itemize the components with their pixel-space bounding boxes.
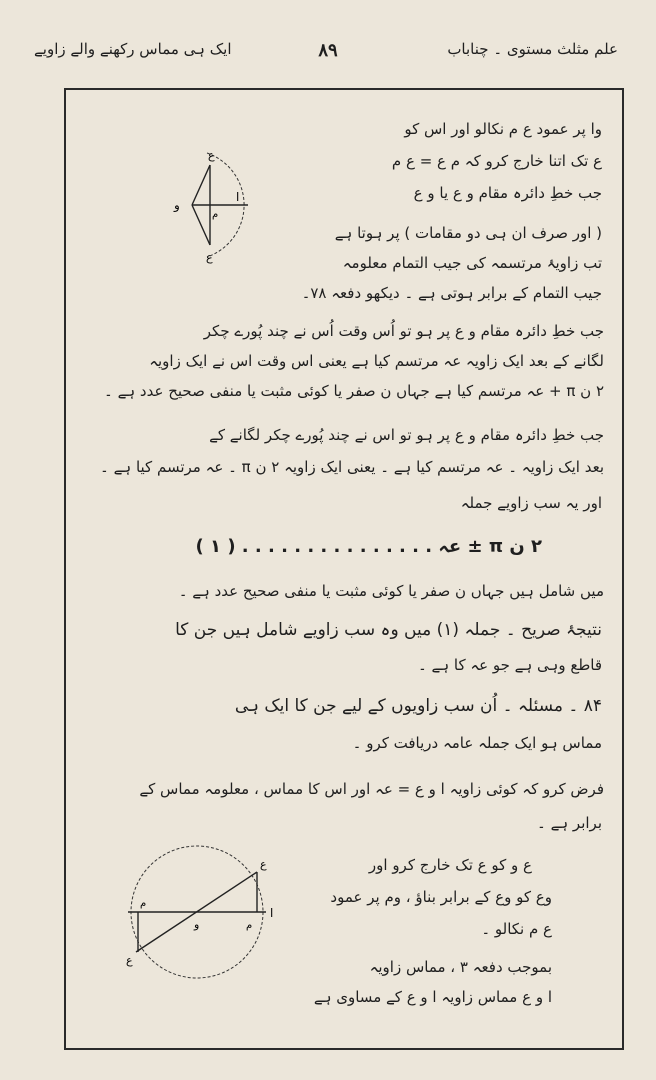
line-ow2 [192, 205, 210, 245]
body-line-25: ا و ع مماس زاویہ ا و ع کے مساوی ہے [313, 988, 552, 1006]
label-e-right: ع [260, 858, 267, 871]
body-line-21: ع و کو ع تک خارج کرو اور [368, 856, 532, 874]
body-line-19: فرض کرو کہ کوئی زاویہ ا و ع = عہ اور اس کا مماس ، معلومہ مماس کے [139, 780, 604, 798]
body-line-14: میں شامل ہیں جہاں ن صفر یا کوئی مثبت یا منفی صحیح عدد ہے ۔ [178, 582, 604, 600]
page-number: ۸۹ [318, 40, 338, 61]
body-line-24: بموجب دفعہ ۳ ، مماس زاویہ [369, 958, 552, 976]
label-m-left: م [140, 898, 147, 909]
corollary-heading: نتیجۂ صریح ۔ جملہ (۱) میں وہ سب زاویے شامل ہیں جن کا [175, 620, 602, 640]
body-line-10: جب خطِ دائرہ مقام و ع پر ہو تو اس نے چند پُورے چکر لگانے کے [209, 426, 604, 444]
body-line-2: ع تک اتنا خارج کرو کہ م ع = ع م [391, 152, 602, 170]
body-line-5: تب زاویۂ مرتسمہ کی جیب التمام معلومہ [342, 254, 602, 272]
body-line-1: وا پر عمود ع م نکالو اور اس کو [404, 120, 602, 138]
label-e-left: ع [126, 954, 133, 967]
body-line-20: برابر ہے ۔ [537, 814, 602, 832]
body-line-16: قاطع وہی ہے جو عہ کا ہے ۔ [418, 656, 602, 674]
label-e-bottom: ع [206, 251, 213, 264]
body-line-11: بعد ایک زاویہ ۔ عہ مرتسم کیا ہے ۔ یعنی ایک زاویہ ۲ ن π ۔ عہ مرتسم کیا ہے ۔ [100, 458, 604, 476]
label-a: ا [236, 190, 240, 204]
label-e-top: ع [208, 149, 215, 162]
body-line-3: جب خطِ دائرہ مقام و ع یا و ع [413, 184, 602, 202]
body-line-8: لگانے کے بعد ایک زاویہ عہ مرتسم کیا ہے یعنی اس وقت اس نے ایک زاویہ [149, 352, 604, 370]
line-ow [192, 165, 210, 205]
label-o: و [194, 918, 200, 931]
body-line-4: ( اور صرف ان ہی دو مقامات ) پر ہوتا ہے [334, 224, 602, 242]
content-frame [64, 88, 624, 1050]
body-line-6: جیب التمام کے برابر ہوتی ہے ۔ دیکھو دفعہ ۷۸۔ [301, 284, 602, 302]
label-o: و [174, 198, 180, 212]
diagram-circle-top [152, 145, 252, 265]
running-title: ایک ہی مماس رکھنے والے زاویے [34, 40, 232, 58]
body-line-18: مماس ہو ایک جملہ عامہ دریافت کرو ۔ [352, 734, 602, 752]
diagram-circle-bottom [122, 842, 282, 982]
body-line-7: جب خطِ دائرہ مقام و ع پر ہو تو اُس وقت اُس نے چند پُورے چکر [203, 322, 604, 340]
body-line-22: وع کو وع کے برابر بناؤ ، وم پر عمود [330, 888, 552, 906]
body-line-9: ۲ ن π + عہ مرتسم کیا ہے جہاں ن صفر یا کوئی مثبت یا منفی صحیح عدد ہے ۔ [104, 382, 604, 400]
body-line-23: ع م نکالو ۔ [481, 920, 552, 938]
problem-heading: ۸۴ ۔ مسئلہ ۔ اُن سب زاویوں کے لیے جن کا ایک ہی [234, 696, 602, 716]
equation-1: ۲ ن π ± عہ . . . . . . . . . . . . . . . ( ۱ ) [195, 536, 542, 557]
body-line-12: اور یہ سب زاویے جملہ [460, 494, 602, 512]
book-title: علم مثلث مستوی ۔ چناباب [447, 40, 618, 58]
label-a: ا [270, 906, 274, 920]
label-m-right: م [246, 920, 253, 931]
label-m: م [212, 209, 219, 220]
